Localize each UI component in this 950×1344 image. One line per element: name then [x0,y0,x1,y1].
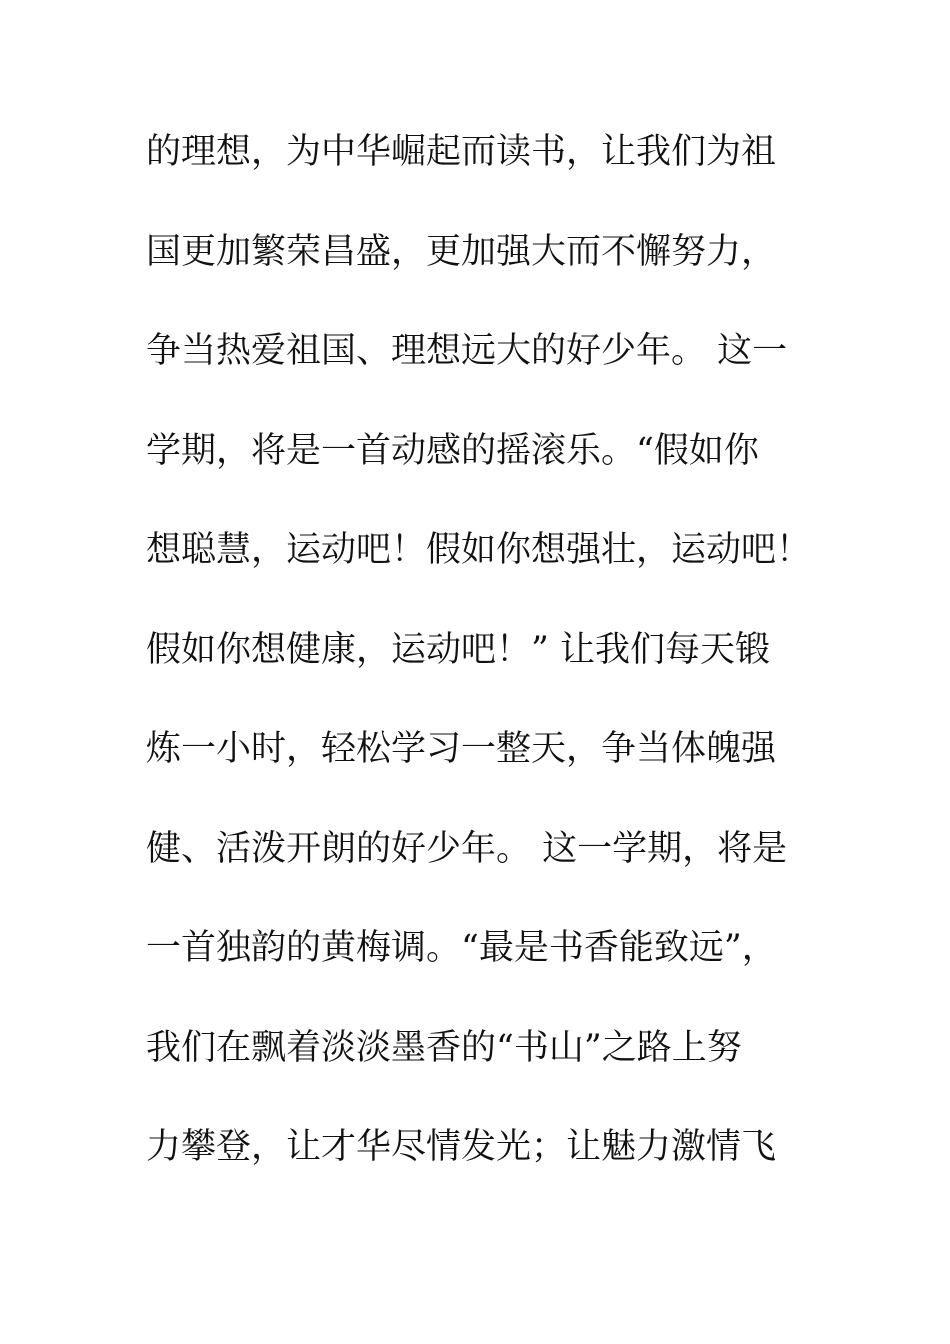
text-line: 炼一小时，轻松学习一整天，争当体魄强 [146,729,777,769]
body-text [146,122,812,1217]
text-line: 健、活泼开朗的好少年。 这一学期，将是 [146,828,788,869]
text-line: 国更加繁荣昌盛，更加强大而不懈努力， [146,231,777,272]
text-line: 想聪慧，运动吧！假如你想强壮，运动吧！ [146,530,812,570]
text-line: 我们在飘着淡淡墨香的“书山”之路上努 [146,1027,742,1068]
text-line: 学期，将是一首动感的摇滚乐。“假如你 [146,430,759,471]
text-line: 的理想，为中华崛起而读书，让我们为祖 [146,132,777,172]
text-line: 假如你想健康，运动吧！” 让我们每天锻 [146,629,771,670]
text-line: 力攀登，让才华尽情发光；让魅力激情飞 [146,1127,777,1167]
text-line: 一首独韵的黄梅调。“最是书香能致远”， [146,928,777,968]
text-line: 争当热爱祖国、理想远大的好少年。 这一 [146,331,788,371]
